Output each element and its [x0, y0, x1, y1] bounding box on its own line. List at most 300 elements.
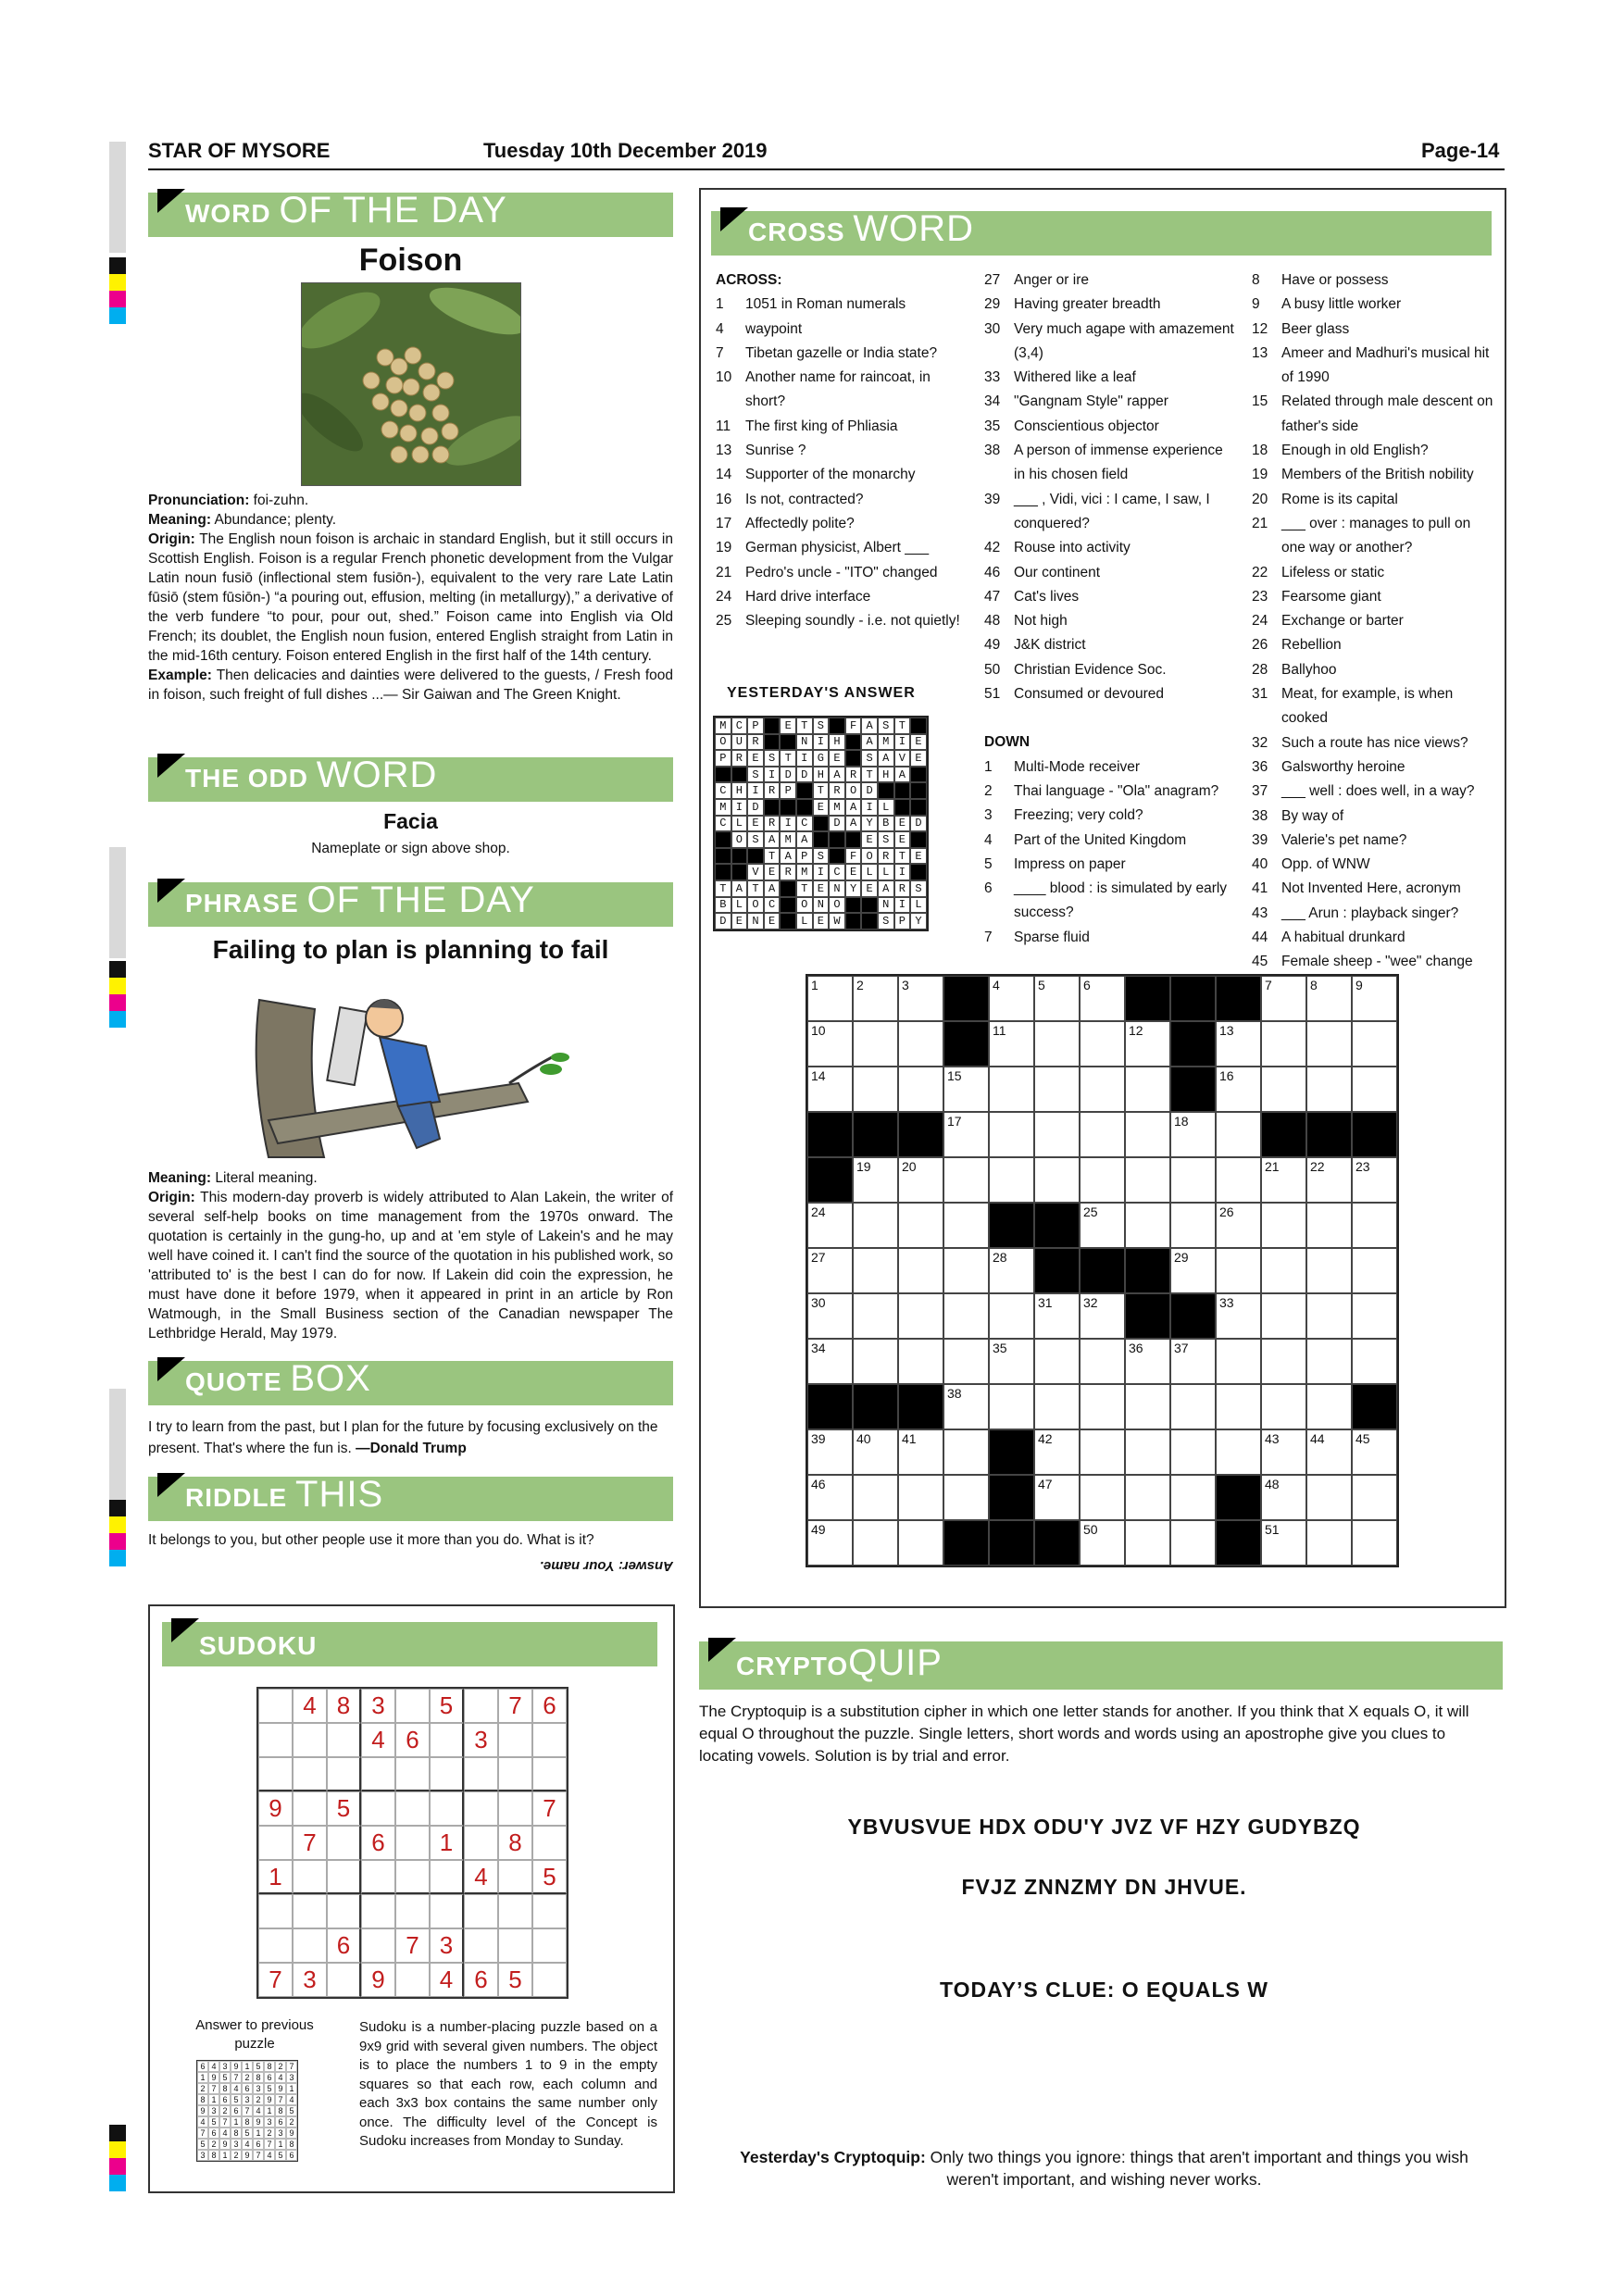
sudoku-cell[interactable] — [464, 1894, 498, 1928]
clue-number: 20 — [902, 1159, 917, 1174]
crossword-cell[interactable] — [1261, 1384, 1306, 1429]
answer-cell: R — [829, 782, 845, 799]
crossword-cell[interactable] — [1216, 1067, 1261, 1112]
crossword-cell[interactable] — [989, 1293, 1034, 1339]
crossword-cell[interactable] — [1216, 1203, 1261, 1248]
crossword-cell[interactable] — [853, 1021, 898, 1067]
answer-cell: E — [861, 880, 878, 897]
answer-cell: C — [764, 897, 781, 914]
mini-sudoku-cell: 7 — [219, 2116, 231, 2128]
crossword-cell[interactable] — [1306, 1203, 1352, 1248]
crossword-banner: CROSS WORD — [711, 211, 1492, 256]
crossword-cell[interactable] — [1306, 1520, 1352, 1566]
crossword-cell[interactable] — [807, 976, 853, 1021]
crossword-cell[interactable] — [898, 1157, 943, 1203]
crossword-cell[interactable] — [1080, 1021, 1125, 1067]
crossword-cell[interactable] — [1261, 1157, 1306, 1203]
black-square — [796, 799, 813, 816]
black-square — [780, 734, 796, 751]
crossword-cell[interactable] — [1034, 1429, 1080, 1475]
answer-cell: T — [894, 848, 911, 865]
sudoku-cell: 7 — [498, 1689, 532, 1723]
crossword-cell[interactable] — [1034, 1293, 1080, 1339]
crossword-cell[interactable] — [1306, 976, 1352, 1021]
crossword-cell[interactable] — [1080, 1339, 1125, 1384]
crossword-cell[interactable] — [1261, 1203, 1306, 1248]
crossword-cell[interactable] — [1170, 1339, 1216, 1384]
crossword-cell[interactable] — [1261, 1248, 1306, 1293]
clue-number: 29 — [1174, 1250, 1189, 1265]
sudoku-cell[interactable] — [327, 1757, 361, 1791]
sudoku-cell[interactable] — [464, 1689, 498, 1723]
crossword-cell[interactable] — [989, 976, 1034, 1021]
crossword-cell[interactable] — [898, 1339, 943, 1384]
mini-sudoku-cell: 7 — [253, 2150, 264, 2161]
crossword-cell[interactable] — [1352, 1203, 1397, 1248]
crossword-cell[interactable] — [1170, 1112, 1216, 1157]
black-square — [813, 831, 830, 848]
crossword-cell[interactable] — [989, 1157, 1034, 1203]
crossword-cell[interactable] — [1125, 1475, 1170, 1520]
black-square — [731, 767, 748, 783]
print-strip — [109, 847, 126, 958]
crossword-cell[interactable] — [1216, 1021, 1261, 1067]
crossword-cell[interactable] — [943, 1293, 989, 1339]
crossword-cell[interactable] — [989, 1067, 1034, 1112]
crossword-cell[interactable] — [1080, 976, 1125, 1021]
crossword-cell[interactable] — [989, 1112, 1034, 1157]
crossword-cell[interactable] — [1170, 1520, 1216, 1566]
crossword-cell[interactable] — [1125, 1067, 1170, 1112]
answer-cell: E — [861, 831, 878, 848]
sudoku-cell[interactable] — [532, 1757, 567, 1791]
answer-cell: E — [813, 913, 830, 930]
crossword-cell[interactable] — [943, 1067, 989, 1112]
phrase-of-day-banner: PHRASE OF THE DAY — [148, 882, 673, 927]
sudoku-cell: 3 — [361, 1689, 395, 1723]
answer-cell: T — [796, 880, 813, 897]
crossword-cell[interactable] — [1261, 1339, 1306, 1384]
sudoku-cell: 9 — [361, 1963, 395, 1997]
crossword-cell[interactable] — [898, 1021, 943, 1067]
crossword-cell[interactable] — [1216, 1384, 1261, 1429]
sudoku-cell[interactable] — [258, 1826, 293, 1860]
clue-item: 13 Ameer and Madhuri's musical hit of 1990 — [1252, 344, 1490, 386]
sudoku-cell[interactable] — [293, 1757, 327, 1791]
word-of-day-banner: WORD OF THE DAY — [148, 193, 673, 237]
sudoku-cell: 3 — [293, 1963, 327, 1997]
mini-sudoku-cell: 6 — [231, 2105, 242, 2116]
mini-sudoku-cell: 8 — [219, 2083, 231, 2094]
crossword-cell[interactable] — [1306, 1339, 1352, 1384]
crossword-cell[interactable] — [853, 976, 898, 1021]
clue-item: 24 Exchange or barter — [1252, 613, 1404, 630]
answer-cell: W — [829, 913, 845, 930]
crossword-cell[interactable] — [989, 1339, 1034, 1384]
black-square — [796, 782, 813, 799]
clue-number: 3 — [902, 978, 909, 992]
crossword-cell[interactable] — [1170, 1475, 1216, 1520]
reg-mark — [109, 1500, 126, 1516]
crossword-cell[interactable] — [1080, 1203, 1125, 1248]
mini-sudoku-cell: 5 — [286, 2105, 297, 2116]
sudoku-cell[interactable] — [430, 1860, 464, 1894]
mini-sudoku-cell: 7 — [208, 2083, 219, 2094]
crossword-cell[interactable] — [1352, 1293, 1397, 1339]
crossword-cell[interactable] — [898, 1067, 943, 1112]
answer-cell: A — [845, 816, 862, 832]
crossword-cell[interactable] — [1080, 1293, 1125, 1339]
mini-sudoku-cell: 9 — [242, 2150, 253, 2161]
sudoku-cell[interactable] — [464, 1826, 498, 1860]
sudoku-cell[interactable] — [327, 1963, 361, 1997]
sudoku-cell: 6 — [361, 1826, 395, 1860]
crossword-cell[interactable] — [989, 1384, 1034, 1429]
black-square — [780, 913, 796, 930]
cryptoquip-clue: TODAY’S CLUE: O EQUALS W — [940, 1978, 1268, 2002]
reg-mark — [109, 978, 126, 994]
sudoku-cell[interactable] — [532, 1723, 567, 1757]
crossword-cell[interactable] — [807, 1475, 853, 1520]
crossword-cell[interactable] — [1125, 1429, 1170, 1475]
mini-sudoku-cell: 5 — [197, 2139, 208, 2150]
crossword-cell[interactable] — [853, 1339, 898, 1384]
sudoku-cell[interactable] — [395, 1860, 430, 1894]
clue-number: 7 — [1265, 978, 1272, 992]
sudoku-cell: 6 — [395, 1723, 430, 1757]
answer-cell: M — [829, 799, 845, 816]
crossword-cell[interactable] — [853, 1248, 898, 1293]
mini-sudoku-cell: 7 — [264, 2139, 275, 2150]
crossword-cell[interactable] — [943, 1429, 989, 1475]
sudoku-cell[interactable] — [361, 1757, 395, 1791]
mini-sudoku-cell: 2 — [197, 2083, 208, 2094]
sudoku-cell[interactable] — [498, 1928, 532, 1963]
crossword-cell[interactable] — [1034, 1339, 1080, 1384]
crossword-cell[interactable] — [1352, 1248, 1397, 1293]
answer-cell: S — [813, 848, 830, 865]
crossword-cell[interactable] — [898, 1203, 943, 1248]
sudoku-cell[interactable] — [464, 1928, 498, 1963]
crossword-cell[interactable] — [1216, 1429, 1261, 1475]
sudoku-cell[interactable] — [532, 1826, 567, 1860]
answer-cell: D — [910, 816, 927, 832]
sudoku-cell: 7 — [293, 1826, 327, 1860]
sudoku-cell[interactable] — [430, 1894, 464, 1928]
crossword-cell[interactable] — [807, 1429, 853, 1475]
crossword-cell[interactable] — [1170, 1429, 1216, 1475]
clue-item: 25 Sleeping soundly - i.e. not quietly! — [716, 613, 960, 630]
crossword-cell[interactable] — [807, 1248, 853, 1293]
crossword-cell[interactable] — [1080, 1475, 1125, 1520]
sudoku-cell[interactable] — [293, 1860, 327, 1894]
crossword-cell[interactable] — [807, 1293, 853, 1339]
crossword-cell[interactable] — [1034, 976, 1080, 1021]
mini-sudoku-cell: 6 — [219, 2094, 231, 2105]
crossword-cell[interactable] — [943, 1248, 989, 1293]
crossword-cell[interactable] — [1034, 1112, 1080, 1157]
clue-number: 43 — [1265, 1431, 1280, 1446]
mini-sudoku-cell: 6 — [242, 2083, 253, 2094]
sudoku-cell[interactable] — [532, 1928, 567, 1963]
black-square — [1034, 1203, 1080, 1248]
sudoku-cell[interactable] — [361, 1860, 395, 1894]
answer-cell: E — [894, 816, 911, 832]
crossword-cell[interactable] — [1306, 1021, 1352, 1067]
reg-mark — [109, 1516, 126, 1533]
crossword-cell[interactable] — [1125, 1520, 1170, 1566]
crossword-cell[interactable] — [1125, 1021, 1170, 1067]
crossword-cell[interactable] — [853, 1157, 898, 1203]
crossword-cell[interactable] — [1034, 1475, 1080, 1520]
sudoku-cell[interactable] — [498, 1894, 532, 1928]
crossword-cell[interactable] — [1261, 1293, 1306, 1339]
crossword-cell[interactable] — [807, 1339, 853, 1384]
clue-item: 33 Withered like a leaf — [984, 369, 1136, 386]
print-strip — [109, 1389, 126, 1500]
sudoku-cell[interactable] — [293, 1723, 327, 1757]
answer-cell: R — [878, 848, 894, 865]
crossword-cell[interactable] — [1261, 1520, 1306, 1566]
crossword-cell[interactable] — [1261, 1429, 1306, 1475]
mini-sudoku-cell: 2 — [286, 2116, 297, 2128]
sudoku-cell[interactable] — [327, 1894, 361, 1928]
answer-cell: O — [796, 897, 813, 914]
answer-cell: L — [878, 799, 894, 816]
sudoku-cell[interactable] — [430, 1723, 464, 1757]
crossword-cell[interactable] — [898, 1248, 943, 1293]
sudoku-grid — [256, 1687, 568, 1999]
crossword-cell[interactable] — [1306, 1067, 1352, 1112]
crossword-cell[interactable] — [1261, 1067, 1306, 1112]
sudoku-cell[interactable] — [293, 1928, 327, 1963]
clue-item: 26 Rebellion — [1252, 637, 1342, 654]
mini-sudoku-cell: 9 — [286, 2128, 297, 2139]
clue-item: 34 "Gangnam Style" rapper — [984, 393, 1168, 410]
crossword-cell[interactable] — [853, 1475, 898, 1520]
sudoku-cell: 5 — [327, 1791, 361, 1826]
answer-cell: A — [796, 831, 813, 848]
crossword-cell[interactable] — [853, 1067, 898, 1112]
sudoku-cell[interactable] — [327, 1723, 361, 1757]
answer-cell: R — [747, 734, 764, 751]
reg-mark — [109, 307, 126, 324]
black-square — [780, 880, 796, 897]
crossword-cell[interactable] — [1352, 976, 1397, 1021]
crossword-cell[interactable] — [853, 1203, 898, 1248]
clue-number: 49 — [811, 1522, 826, 1537]
answer-cell: G — [813, 750, 830, 767]
crossword-cell[interactable] — [943, 1339, 989, 1384]
crossword-cell[interactable] — [1261, 976, 1306, 1021]
crossword-cell[interactable] — [898, 1429, 943, 1475]
answer-cell: I — [796, 750, 813, 767]
mini-sudoku-cell: 3 — [264, 2116, 275, 2128]
crossword-cell[interactable] — [1261, 1475, 1306, 1520]
clue-item: 7 Tibetan gazelle or India state? — [716, 344, 938, 361]
sudoku-cell[interactable] — [498, 1791, 532, 1826]
sudoku-cell[interactable] — [293, 1791, 327, 1826]
crossword-cell[interactable] — [943, 1203, 989, 1248]
crossword-cell[interactable] — [1125, 1112, 1170, 1157]
answer-cell: E — [764, 913, 781, 930]
sudoku-cell[interactable] — [361, 1791, 395, 1826]
sudoku-cell[interactable] — [498, 1757, 532, 1791]
answer-cell: M — [715, 718, 731, 734]
crossword-cell[interactable] — [1080, 1157, 1125, 1203]
sudoku-cell[interactable] — [395, 1963, 430, 1997]
sudoku-cell[interactable] — [327, 1860, 361, 1894]
crossword-cell[interactable] — [1080, 1067, 1125, 1112]
crossword-cell[interactable] — [1080, 1384, 1125, 1429]
reg-mark — [109, 994, 126, 1011]
crossword-cell[interactable] — [989, 1021, 1034, 1067]
page-number: Page-14 — [1421, 139, 1500, 162]
crossword-cell[interactable] — [943, 1112, 989, 1157]
crossword-cell[interactable] — [1306, 1248, 1352, 1293]
crossword-cell[interactable] — [1306, 1475, 1352, 1520]
sudoku-cell[interactable] — [258, 1928, 293, 1963]
mini-sudoku-cell: 8 — [275, 2105, 286, 2116]
reg-mark — [109, 1550, 126, 1566]
crossword-cell[interactable] — [1125, 1384, 1170, 1429]
across-clues-col2: 27 Anger or ire 29 Having greater breadth 30 Very much agape with amazement (3,4) 33 Withered like a leaf 34 "Gangnam Style" rapper 35 Conscientious objector 38 A person of immense experience in his chosen field 39 ___ , Vidi, vici : I came, I saw, I conquered? 42 Rouse into activity 46 Our continent 47 Cat's lives 48 Not high 49 J&K district 50 Christian Evidence Soc. 51 Consumed or devoured DOWN 1 Multi-Mode receiver 2 Thai language - "Ola" anagram? 3 Freezing; very cold? 4 Part of the United Kingdom 5 Impress on paper 6 ____ blood : is simulated by early success? 7 Sparse fluid — [984, 268, 1234, 950]
mini-sudoku-cell: 1 — [264, 2105, 275, 2116]
answer-cell: E — [747, 816, 764, 832]
sudoku-cell[interactable] — [258, 1894, 293, 1928]
crossword-cell[interactable] — [943, 1475, 989, 1520]
crossword-cell[interactable] — [1216, 1248, 1261, 1293]
crossword-cell[interactable] — [1306, 1429, 1352, 1475]
crossword-cell[interactable] — [807, 1203, 853, 1248]
sudoku-cell[interactable] — [327, 1826, 361, 1860]
answer-cell: I — [747, 782, 764, 799]
sudoku-cell[interactable] — [395, 1689, 430, 1723]
crossword-cell[interactable] — [1352, 1021, 1397, 1067]
black-square — [910, 782, 927, 799]
sudoku-cell[interactable] — [498, 1860, 532, 1894]
black-square — [1170, 1067, 1216, 1112]
sudoku-cell[interactable] — [395, 1791, 430, 1826]
crossword-cell[interactable] — [1352, 1157, 1397, 1203]
answer-cell: O — [829, 897, 845, 914]
crossword-cell[interactable] — [807, 1520, 853, 1566]
sudoku-cell: 7 — [258, 1963, 293, 1997]
sudoku-cell[interactable] — [395, 1894, 430, 1928]
crossword-cell[interactable] — [1034, 1021, 1080, 1067]
crossword-cell[interactable] — [898, 1293, 943, 1339]
clue-item: 43 ___ Arun : playback singer? — [1252, 905, 1459, 921]
crossword-cell[interactable] — [1034, 1157, 1080, 1203]
yesterday-answer-grid — [713, 716, 929, 931]
crossword-cell[interactable] — [898, 976, 943, 1021]
crossword-cell[interactable] — [1125, 1203, 1170, 1248]
crossword-cell[interactable] — [1034, 1384, 1080, 1429]
sudoku-cell[interactable] — [361, 1928, 395, 1963]
answer-cell: M — [715, 799, 731, 816]
clue-item: 9 A busy little worker — [1252, 296, 1402, 313]
crossword-cell[interactable] — [943, 1157, 989, 1203]
crossword-cell[interactable] — [1352, 1067, 1397, 1112]
crossword-cell[interactable] — [807, 1067, 853, 1112]
sudoku-cell[interactable] — [498, 1723, 532, 1757]
sudoku-cell[interactable] — [258, 1723, 293, 1757]
crossword-cell[interactable] — [943, 1384, 989, 1429]
clue-item: 35 Conscientious objector — [984, 418, 1159, 434]
crossword-cell[interactable] — [1170, 1384, 1216, 1429]
clue-number: 2 — [856, 978, 864, 992]
crossword-cell[interactable] — [1216, 1339, 1261, 1384]
sudoku-cell[interactable] — [430, 1791, 464, 1826]
black-square — [780, 799, 796, 816]
sudoku-cell: 8 — [327, 1689, 361, 1723]
clue-item: 21 Pedro's uncle - "ITO" changed — [716, 564, 938, 580]
crossword-cell[interactable] — [1216, 1112, 1261, 1157]
crossword-cell[interactable] — [853, 1520, 898, 1566]
crossword-cell[interactable] — [853, 1429, 898, 1475]
answer-cell: C — [715, 782, 731, 799]
clue-item: 48 Not high — [984, 613, 1068, 630]
crossword-cell[interactable] — [1125, 1339, 1170, 1384]
crossword-cell[interactable] — [1216, 1293, 1261, 1339]
crossword-cell[interactable] — [1080, 1520, 1125, 1566]
crossword-cell[interactable] — [1170, 1157, 1216, 1203]
sudoku-cell[interactable] — [361, 1894, 395, 1928]
odd-word-definition: Nameplate or sign above shop. — [311, 841, 510, 856]
crossword-cell[interactable] — [1352, 1339, 1397, 1384]
sudoku-cell[interactable] — [464, 1791, 498, 1826]
mini-sudoku-cell: 4 — [242, 2139, 253, 2150]
crossword-cell[interactable] — [1261, 1021, 1306, 1067]
crossword-cell[interactable] — [1034, 1067, 1080, 1112]
crossword-cell[interactable] — [1080, 1112, 1125, 1157]
crossword-cell[interactable] — [898, 1520, 943, 1566]
crossword-cell[interactable] — [989, 1248, 1034, 1293]
crossword-cell[interactable] — [1170, 1203, 1216, 1248]
answer-cell: T — [813, 782, 830, 799]
sudoku-cell[interactable] — [395, 1757, 430, 1791]
mini-sudoku-cell: 4 — [286, 2094, 297, 2105]
sudoku-cell[interactable] — [293, 1894, 327, 1928]
sudoku-cell[interactable] — [532, 1894, 567, 1928]
crossword-cell[interactable] — [1306, 1293, 1352, 1339]
crossword-cell[interactable] — [1352, 1429, 1397, 1475]
black-square — [829, 848, 845, 865]
crossword-cell[interactable] — [1306, 1157, 1352, 1203]
crossword-cell[interactable] — [1352, 1520, 1397, 1566]
sudoku-cell[interactable] — [464, 1757, 498, 1791]
clue-number: 35 — [993, 1341, 1007, 1355]
crossword-cell[interactable] — [1306, 1384, 1352, 1429]
sudoku-cell[interactable] — [258, 1689, 293, 1723]
sudoku-cell: 1 — [258, 1860, 293, 1894]
clue-number: 12 — [1129, 1023, 1143, 1038]
sudoku-cell[interactable] — [532, 1963, 567, 1997]
crossword-cell[interactable] — [853, 1293, 898, 1339]
crossword-cell[interactable] — [1170, 1248, 1216, 1293]
sudoku-cell[interactable] — [430, 1757, 464, 1791]
crossword-cell[interactable] — [1216, 1157, 1261, 1203]
black-square — [813, 816, 830, 832]
crossword-cell[interactable] — [1352, 1475, 1397, 1520]
crossword-cell[interactable] — [1125, 1157, 1170, 1203]
crossword-cell[interactable] — [898, 1475, 943, 1520]
crossword-cell[interactable] — [807, 1021, 853, 1067]
sudoku-cell[interactable] — [395, 1826, 430, 1860]
crossword-cell[interactable] — [1080, 1429, 1125, 1475]
sudoku-cell[interactable] — [258, 1757, 293, 1791]
answer-cell: S — [747, 831, 764, 848]
